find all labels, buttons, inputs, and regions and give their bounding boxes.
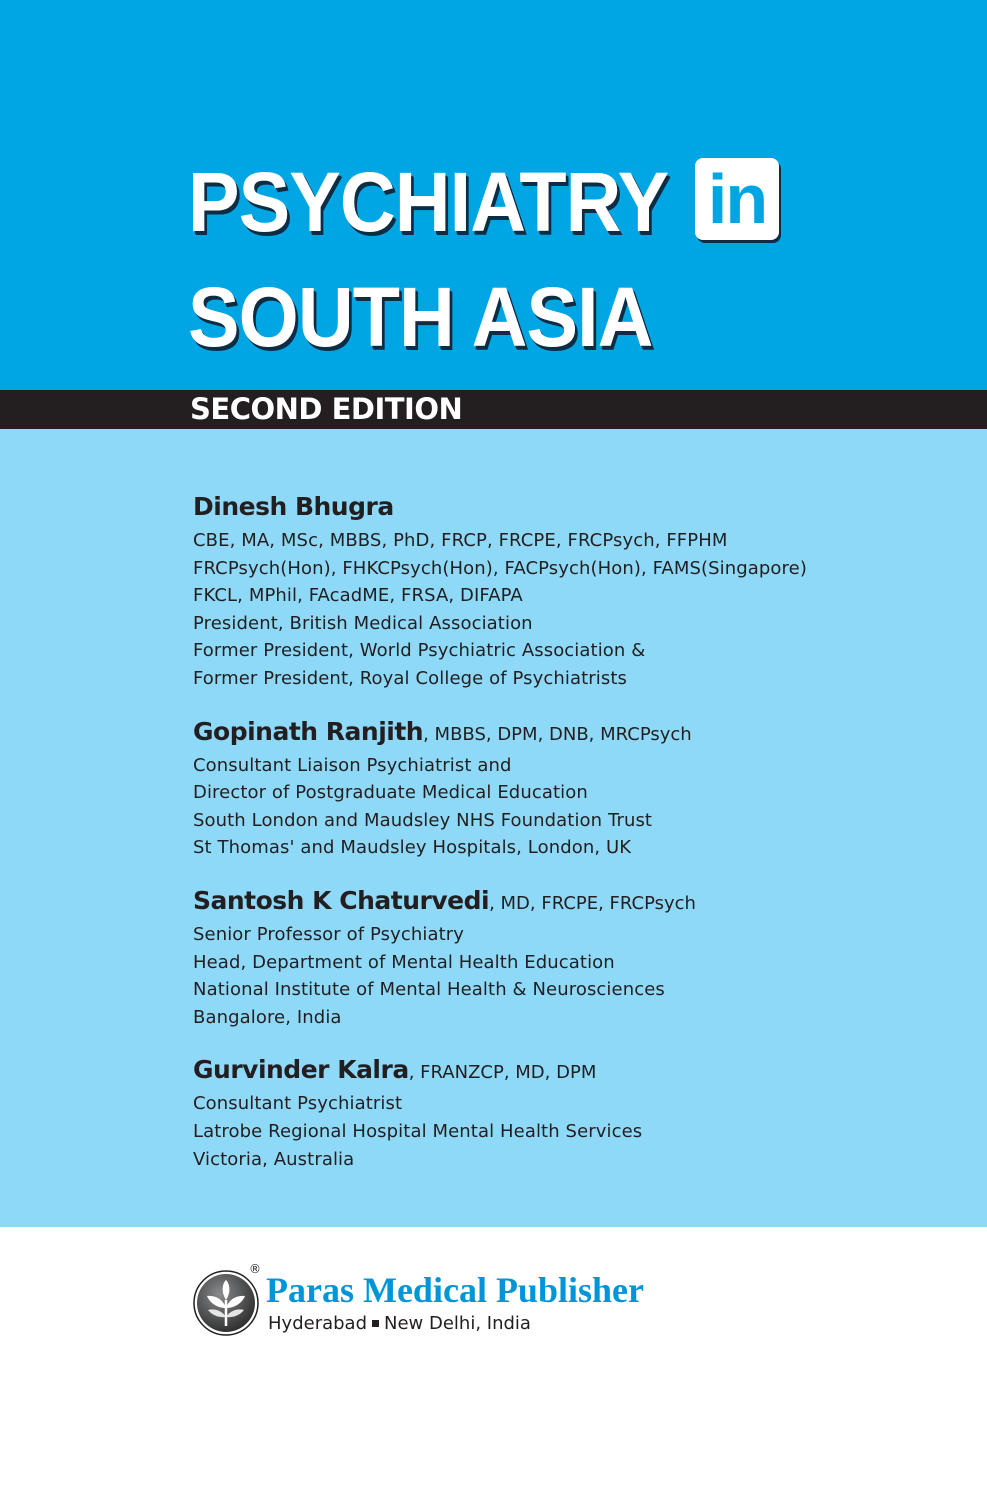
author-qualifications: , MD, FRCPE, FRCPsych [489,892,696,914]
author-list [193,490,953,1195]
author-block [193,884,953,1031]
author-detail-line: Victoria, Australia [193,1148,355,1170]
author-detail-line: FRCPsych(Hon), FHKCPsych(Hon), FACPsych(Hon), FAMS(Singapore) [193,557,807,579]
author-detail-line: Head, Department of Mental Health Education [193,951,615,973]
author-name: Gopinath Ranjith [193,716,424,746]
author-block [193,490,953,693]
plant-leaves-logo-icon [193,1270,259,1336]
author-detail-line: Former President, World Psychiatric Association & [193,640,646,662]
publisher-location [268,1312,531,1336]
title-line-1: PSYCHIATRY [188,155,669,249]
author-detail-line: National Institute of Mental Health & Neurosciences [193,979,665,1001]
author-detail-line: South London and Maudsley NHS Foundation Trust [193,809,653,831]
author-qualifications: , MBBS, DPM, DNB, MRCPsych [423,723,692,745]
publisher-city-1: Hyderabad [268,1313,367,1334]
separator-square-icon [372,1320,379,1327]
author-detail-line: St Thomas' and Maudsley Hospitals, London, UK [193,837,632,859]
author-block [193,715,953,862]
author-name: Santosh K Chaturvedi [193,885,490,915]
author-name: Gurvinder Kalra [193,1055,409,1085]
author-detail-line: Latrobe Regional Hospital Mental Health Services [193,1120,643,1142]
author-detail-line: Senior Professor of Psychiatry [193,923,464,945]
publisher-block [193,1262,793,1348]
author-qualifications: , FRANZCP, MD, DPM [408,1062,597,1084]
publisher-name: Paras Medical Publisher [266,1270,644,1310]
title-in-badge: in [695,158,779,240]
edition-bar [0,390,987,429]
title-line-2: SOUTH ASIA [188,270,653,364]
author-detail-line: FKCL, MPhil, FAcadME, FRSA, DIFAPA [193,585,523,607]
publisher-city-2: New Delhi, India [384,1313,531,1334]
author-detail-line: CBE, MA, MSc, MBBS, PhD, FRCP, FRCPE, FRCPsych, FFPHM [193,530,728,551]
author-detail-line: Consultant Liaison Psychiatrist and [193,754,512,776]
author-detail-line: Consultant Psychiatrist [193,1093,403,1115]
author-block [193,1053,953,1173]
author-detail-line: Bangalore, India [193,1006,342,1028]
author-detail-line: President, British Medical Association [193,612,533,634]
author-detail-line: Director of Postgraduate Medical Education [193,782,588,804]
registered-mark: ® [249,1262,261,1276]
author-detail-line: Former President, Royal College of Psychiatrists [193,667,627,689]
author-name: Dinesh Bhugra [193,492,394,521]
edition-label: SECOND EDITION [190,392,463,426]
